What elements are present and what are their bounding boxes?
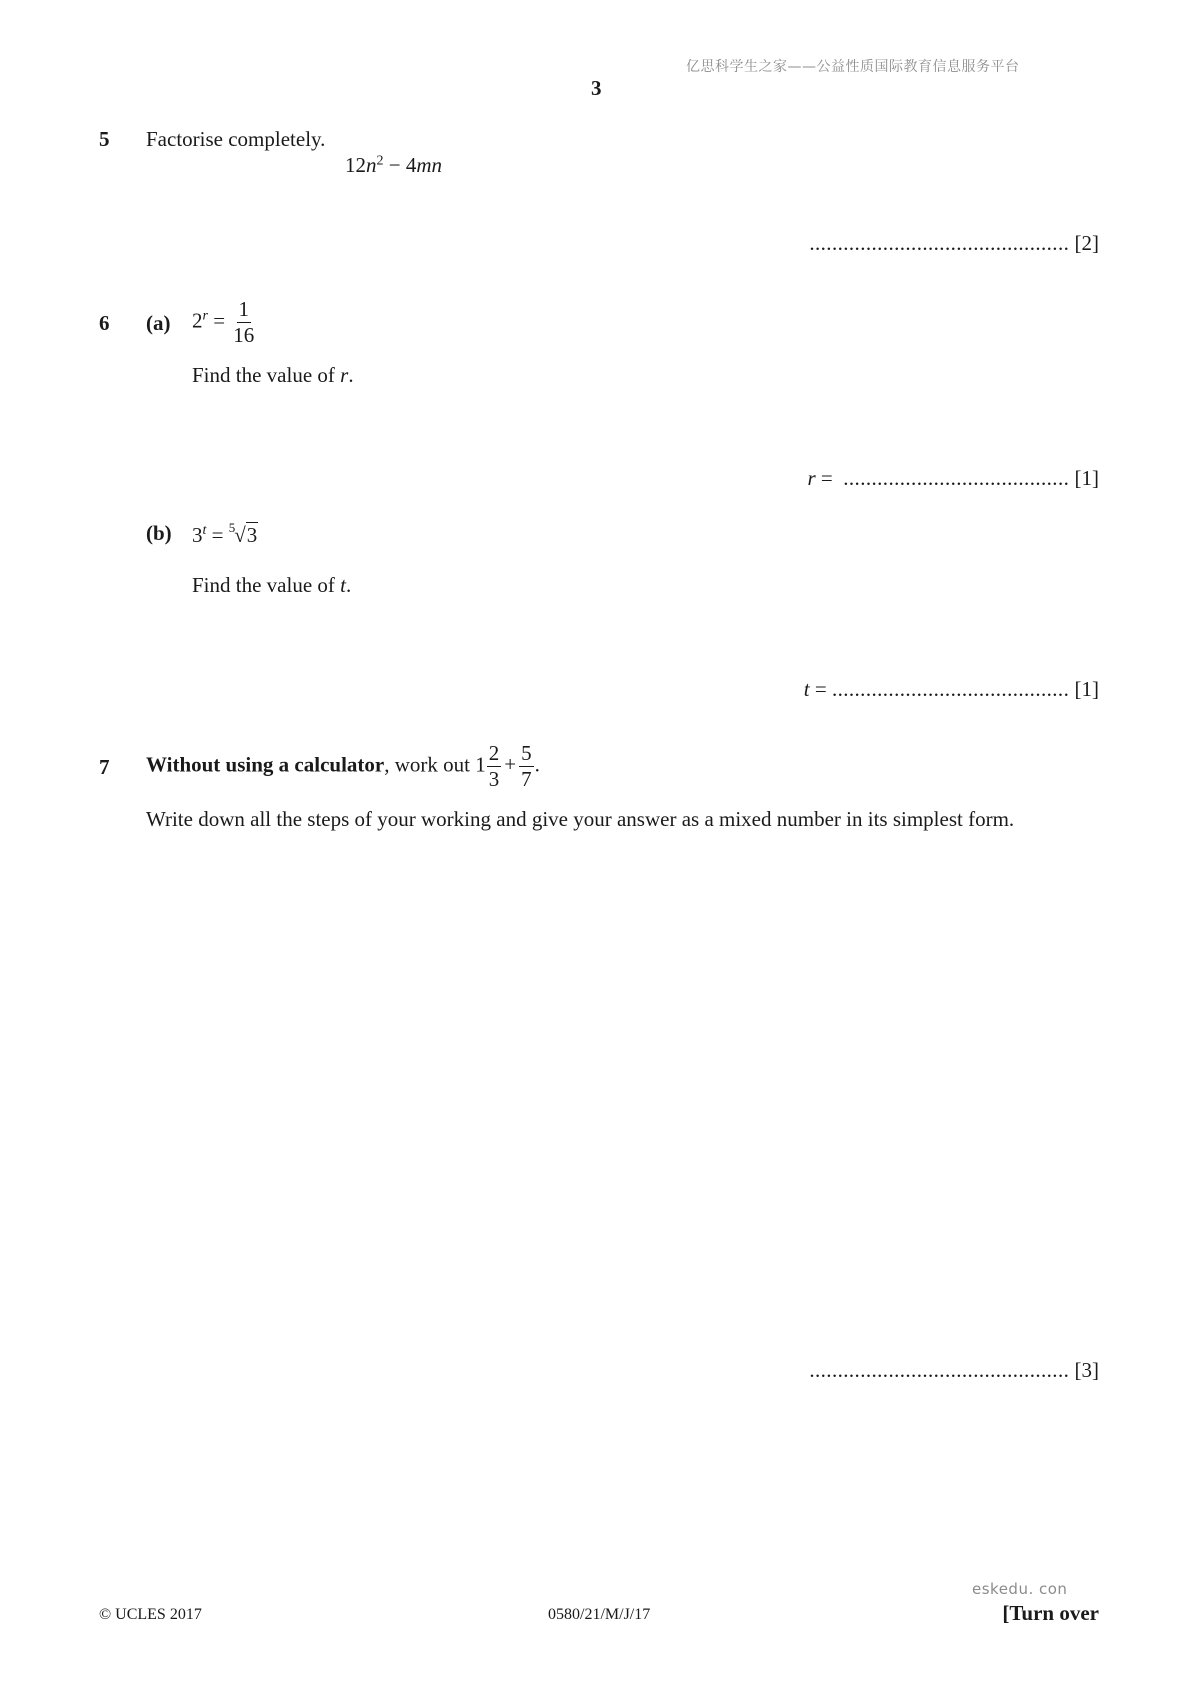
answer-dots: .............................................. bbox=[809, 1358, 1070, 1382]
question-6b-answer-line[interactable]: t = .......................................... [1] bbox=[803, 677, 1099, 701]
fraction-two-thirds: $\frac{2}{3}$ bbox=[488, 741, 500, 791]
question-5-number: 5 bbox=[99, 127, 110, 151]
footer-paper-code: 0580/21/M/J/17 bbox=[548, 1606, 651, 1623]
question-5-expression: $12n^2 - 4mn$ bbox=[345, 153, 443, 177]
question-6b-prompt: Find the value of t. bbox=[192, 573, 352, 597]
question-5-prompt: Factorise completely. bbox=[146, 127, 326, 151]
answer-dots: ........................................ bbox=[843, 466, 1070, 490]
fraction-one-sixteenth: $\frac{1}{16}$ bbox=[233, 297, 255, 347]
site-watermark: eskedu. con bbox=[972, 1580, 1068, 1598]
fraction-five-sevenths: $\frac{5}{7}$ bbox=[521, 741, 532, 791]
question-7-prompt: Without using a calculator, work out 1 $\frac{2}{3}$ + $\frac{5}{7}$ . bbox=[146, 741, 540, 791]
question-5-answer-line[interactable] bbox=[809, 233, 1099, 254]
marks-label: [2] bbox=[1074, 231, 1099, 255]
question-7-instruction: Write down all the steps of your working and give your answer as a mixed number in its simplest form. bbox=[146, 807, 1015, 831]
question-6a-answer-line[interactable]: r = ........................................ [1] bbox=[807, 466, 1099, 490]
watermark-text: 亿思科学生之家——公益性质国际教育信息服务平台 bbox=[686, 59, 1020, 75]
question-6b-equation: $3^t = ^5√3$ bbox=[192, 520, 258, 547]
question-6-number: 6 bbox=[99, 311, 110, 335]
question-6a-prompt: Find the value of r. bbox=[192, 363, 354, 387]
answer-dots: .............................................. bbox=[809, 231, 1070, 255]
question-6a-equation: $2^r$ = $\frac{1}{16}$ bbox=[192, 297, 255, 347]
question-7-answer-line[interactable] bbox=[809, 1360, 1099, 1381]
question-6a-label: (a) bbox=[146, 311, 171, 335]
question-7-number: 7 bbox=[99, 755, 110, 779]
footer-copyright: © UCLES 2017 bbox=[99, 1606, 202, 1623]
answer-dots: .......................................... bbox=[831, 677, 1070, 701]
marks-label: [1] bbox=[1074, 677, 1099, 701]
turn-over-label: [Turn over bbox=[1002, 1601, 1099, 1625]
question-6b-label: (b) bbox=[146, 521, 172, 545]
page-number: 3 bbox=[591, 76, 602, 100]
marks-label: [3] bbox=[1074, 1358, 1099, 1382]
marks-label: [1] bbox=[1074, 466, 1099, 490]
